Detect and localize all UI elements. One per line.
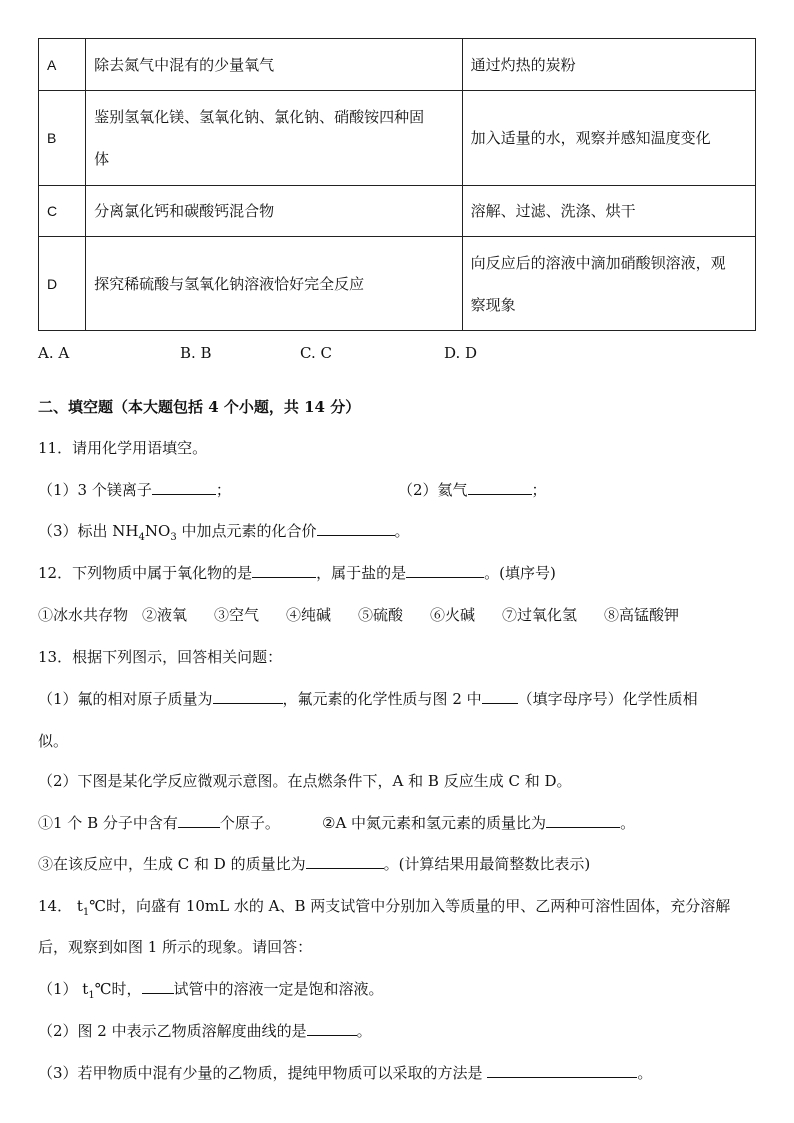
q13-text: 。(计算结果用最简整数比表示) [383,855,591,873]
list-item: ⑤硫酸 [358,606,404,624]
q11-part2 [398,479,547,500]
q13-text: 。 [620,814,636,832]
q13-sub3 [38,853,590,874]
choice-d: D. D [444,344,478,362]
experiment-purpose [86,91,463,186]
q13-stem: 13．根据下列图示，回答相关问题： [38,648,283,666]
q14-text: （1） t [38,980,89,998]
q14-part3 [38,1062,652,1083]
q13-text: （1）氟的相对原子质量为 [38,690,213,708]
q14-stem [38,895,730,918]
q13-text: ①1 个 B 分子中含有 [38,814,178,832]
q11-part3 [38,520,410,543]
q11-p2-end: ； [531,481,547,499]
q14-text: 。 [356,1022,372,1040]
q13-text: ③在该反应中，生成 C 和 D 的质量比为 [38,855,306,873]
answer-blank[interactable] [178,813,220,828]
answer-blank[interactable] [546,813,620,828]
list-item: ⑧高锰酸钾 [604,606,680,624]
q14-text: （3）若甲物质中混有少量的乙物质，提纯甲物质可以采取的方法是 [38,1064,483,1082]
q13-sub2 [322,812,635,833]
subscript: 1 [82,907,90,918]
options-table [38,38,756,331]
list-item: ⑦过氧化氢 [502,606,578,624]
answer-blank[interactable] [213,689,283,704]
table-row [39,186,756,237]
q13-part2: （2）下图是某化学反应微观示意图。在点燃条件下，A 和 B 反应生成 C 和 D。 [38,772,572,790]
table-row [39,237,756,331]
experiment-purpose: 除去氮气中混有的少量氧气 [86,39,463,91]
purpose-line: 体 [94,150,110,168]
q13-text: （填字母序号）化学性质相 [517,690,698,708]
answer-blank[interactable] [306,854,384,869]
q12-stem [38,562,556,583]
answer-blank[interactable] [487,1063,637,1078]
answer-blank[interactable] [317,521,395,536]
answer-blank[interactable] [142,979,174,994]
q12-text: ，属于盐的是 [316,564,407,582]
choice-c: C. C [300,344,332,362]
answer-blank[interactable] [406,563,484,578]
answer-blank[interactable] [307,1021,357,1036]
row-letter: D [39,237,86,331]
q12-text: 。(填序号) [484,564,556,582]
q12-text: 12．下列物质中属于氧化物的是 [38,564,253,582]
q13-text: ，氟元素的化学性质与图 2 中 [282,690,482,708]
row-letter: A [39,39,86,91]
q13-text: 个原子。 [219,814,280,832]
q14-text: ℃时，向盛有 10mL 水的 A、B 两支试管中分别加入等质量的甲、乙两种可溶性固体，充分溶解 [89,897,731,915]
experiment-purpose: 探究稀硫酸与氢氧化钠溶液恰好完全反应 [86,237,463,331]
q14-text: ℃时， [94,980,142,998]
method-line: 察现象 [470,295,516,314]
q14-text: 14． t [38,897,83,915]
purpose-line: 鉴别氢氧化镁、氢氧化钠、氯化钠、硝酸铵四种固 [94,108,425,126]
list-item: ③空气 [214,606,260,624]
q11-part1 [38,479,231,500]
answer-blank[interactable] [482,689,518,704]
q14-part2 [38,1020,372,1041]
q11-p1-end: ； [215,481,231,499]
row-letter: C [39,186,86,237]
q11-p3-text: 中加点元素的化合价 [176,522,317,540]
experiment-purpose: 分离氯化钙和碳酸钙混合物 [86,186,463,237]
q11-stem: 11．请用化学用语填空。 [38,439,208,457]
row-letter: B [39,91,86,186]
experiment-method [462,237,755,331]
table-row [39,39,756,91]
q11-p2-text: （2）氦气 [398,481,468,499]
list-item: ⑥火碱 [430,606,476,624]
q14-text: （2）图 2 中表示乙物质溶解度曲线的是 [38,1022,307,1040]
q11-p3-text: NO [144,522,171,540]
choice-a: A. A [38,344,70,362]
answer-blank[interactable] [152,480,216,495]
q14-text: 。 [637,1064,653,1082]
q14-part1 [38,978,384,1001]
table-row [39,91,756,186]
method-line: 向反应后的溶液中滴加硝酸钡溶液，观 [470,253,726,272]
experiment-method: 溶解、过滤、洗涤、烘干 [462,186,755,237]
list-item: ②液氧 [142,606,188,624]
choice-b: B. B [180,344,212,362]
q11-p3-text: （3）标出 NH [38,522,139,540]
answer-blank[interactable] [468,480,532,495]
subscript: 3 [170,532,177,543]
q11-p3-end: 。 [394,522,410,540]
q13-sub1 [38,812,280,833]
section-title: 二、填空题（本大题包括 4 个小题，共 14 分） [38,398,361,416]
experiment-method: 通过灼热的炭粉 [462,39,755,91]
q13-text: ②A 中氮元素和氢元素的质量比为 [322,814,547,832]
subscript: 4 [138,532,145,543]
q11-p1-text: （1）3 个镁离子 [38,481,152,499]
q14-text: 试管中的溶液一定是饱和溶液。 [173,980,384,998]
answer-blank[interactable] [252,563,316,578]
subscript: 1 [88,990,95,1001]
list-item: ①冰水共存物 [38,606,129,624]
q13-part1-cont: 似。 [38,732,69,750]
experiment-method: 加入适量的水，观察并感知温度变化 [462,91,755,186]
list-item: ④纯碱 [286,606,332,624]
q13-part1 [38,688,698,709]
q14-stem-cont: 后，观察到如图 1 所示的现象。请回答： [38,938,313,956]
